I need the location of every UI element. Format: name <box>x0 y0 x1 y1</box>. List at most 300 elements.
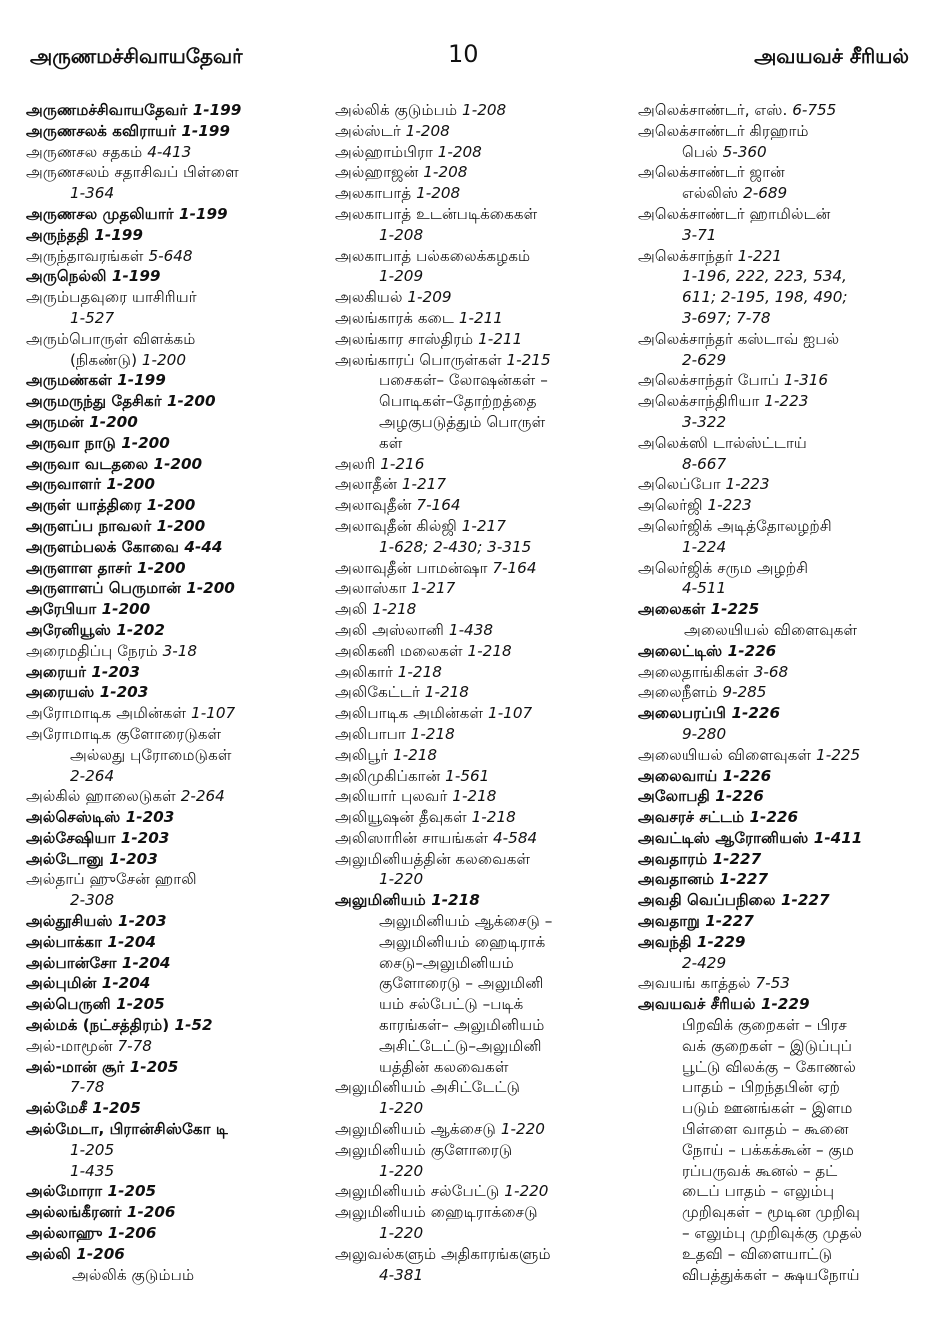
entry-term: பூட்டு விலக்கு – கோணல் <box>682 1057 856 1076</box>
entry-reference: 6-755 <box>792 101 837 119</box>
entry-term: அலரி <box>335 454 381 473</box>
entry-term: அலெர்ஜிக் சரும அழற்சி <box>638 558 809 577</box>
entry-term: அலாதீன் <box>335 475 402 494</box>
index-entry <box>638 391 928 412</box>
entry-reference: 2-689 <box>743 184 788 203</box>
entry-reference: 1-438 <box>448 620 494 639</box>
entry-reference: 1-223 <box>707 496 752 515</box>
index-entry <box>335 1098 627 1119</box>
entry-term: அலிகேட்டர் <box>335 683 425 702</box>
entry-reference: 1-226 <box>715 787 764 806</box>
entry-term: அசிட்டேட்டு–அலுமினி <box>379 1036 542 1055</box>
index-entry <box>638 890 928 911</box>
entry-term: அலாவுதீன் பாமன்ஷா <box>335 558 493 577</box>
index-entry <box>26 558 326 579</box>
entry-reference: 1-202 <box>116 620 165 639</box>
entry-term: அருளாளப் பெருமான் <box>26 579 187 598</box>
entry-reference: 7-53 <box>755 974 790 993</box>
entry-term: பிள்ளை வாதம் – கூனை <box>682 1120 849 1139</box>
entry-reference: 1-217 <box>461 516 506 535</box>
index-entry <box>26 849 326 870</box>
entry-reference: 1-200 <box>89 412 138 431</box>
entry-term: அருள் யாத்திரை <box>26 496 147 515</box>
entry-term: குளோரைடு – அலுமினி <box>379 974 544 993</box>
entry-reference: 1-411 <box>813 828 863 847</box>
index-entry <box>26 578 326 599</box>
index-entry <box>26 287 326 308</box>
index-entry <box>638 142 928 163</box>
entry-reference: 1-209 <box>379 267 424 286</box>
index-entry <box>335 724 627 745</box>
entry-reference: 2-308 <box>70 891 115 910</box>
entry-term: அலெக்சாண்டர் ஹாமில்டன் <box>638 204 831 223</box>
entry-reference: 1-223 <box>764 392 809 411</box>
entry-term: அலைபரப்பி <box>638 704 732 723</box>
entry-reference: 3-68 <box>753 662 789 681</box>
index-entry <box>26 994 326 1015</box>
entry-term: அல்பான்சோ <box>26 953 122 972</box>
entry-term: அலி அஸ்லானி <box>335 620 449 639</box>
index-entry <box>638 1057 928 1078</box>
entry-term: அல்லிக் குடும்பம் <box>72 1265 195 1284</box>
entry-reference: 1-208 <box>416 184 461 203</box>
entry-term: அலைவாய் <box>638 766 723 785</box>
index-entry <box>335 391 627 412</box>
entry-term: அலைட்டிஸ் <box>638 641 728 660</box>
index-entry <box>638 1140 928 1161</box>
index-entry <box>26 495 326 516</box>
entry-term: எல்லிஸ் <box>682 184 744 203</box>
index-entry <box>26 1265 326 1286</box>
index-entry <box>26 412 326 433</box>
entry-reference: 1-220 <box>379 1161 424 1180</box>
index-column-1 <box>26 100 326 1285</box>
entry-term: அரேனியூஸ் <box>26 620 117 639</box>
index-entry <box>335 973 627 994</box>
index-entry <box>26 641 326 662</box>
index-entry <box>638 537 928 558</box>
entry-term: அரையஸ் <box>26 683 100 702</box>
index-entry <box>335 329 627 350</box>
index-entry <box>26 1202 326 1223</box>
index-entry <box>335 578 627 599</box>
index-entry <box>335 246 627 267</box>
index-entry <box>638 745 928 766</box>
entry-reference: 1-203 <box>109 849 158 868</box>
entry-term: – எலும்பு முறிவுக்கு முதல் <box>682 1224 863 1243</box>
index-entry <box>638 766 928 787</box>
index-entry <box>638 204 928 225</box>
entry-term: அருளாள தாசர் <box>26 558 138 577</box>
index-entry <box>335 807 627 828</box>
index-entry <box>26 890 326 911</box>
entry-reference: 5-648 <box>148 246 193 265</box>
index-entry <box>26 474 326 495</box>
entry-reference: 4-44 <box>184 537 223 556</box>
entry-term: விபத்துக்கள் – க்ஷயநோய் <box>682 1265 860 1284</box>
entry-reference: 1-226 <box>749 808 799 827</box>
entry-term: அலங்கார சாஸ்திரம் <box>335 329 479 348</box>
index-entry <box>26 1181 326 1202</box>
entry-term: அலெக்சாந்தர் கஸ்டாவ் ஐபல் <box>638 329 840 348</box>
entry-term: அல்ஸ்டர் <box>335 121 406 140</box>
running-head-left: அருணமச்சிவாயதேவர் <box>30 44 243 68</box>
index-entry <box>638 1244 928 1265</box>
entry-term: அல்லிக் குடும்பம் <box>335 101 463 119</box>
entry-term: அல்லாஹு <box>26 1224 108 1243</box>
index-entry <box>335 204 627 225</box>
entry-reference: 1-220 <box>500 1120 545 1139</box>
index-entry <box>638 225 928 246</box>
index-entry <box>335 849 627 870</box>
index-entry <box>26 973 326 994</box>
entry-reference: 1-218 <box>372 600 417 619</box>
entry-reference: 1-218 <box>410 724 455 743</box>
entry-term: அரேபியா <box>26 600 102 619</box>
entry-reference: 1-217 <box>401 475 447 494</box>
entry-term: (நிகண்டு) <box>70 350 142 369</box>
entry-term: அல்டோனு <box>26 849 110 868</box>
entry-reference: 1-200 <box>101 600 151 619</box>
index-entry <box>638 932 928 953</box>
index-entry <box>26 1036 326 1057</box>
entry-reference: 1-527 <box>70 308 115 327</box>
index-entry <box>26 100 326 121</box>
entry-reference: 1-316 <box>783 371 829 390</box>
index-entry <box>26 682 326 703</box>
entry-reference: 1-203 <box>99 683 149 702</box>
entry-term: அலைநீளம் <box>638 683 723 702</box>
entry-term: அருமன் <box>26 412 90 431</box>
entry-reference: 8-667 <box>682 454 727 473</box>
index-entry <box>26 807 326 828</box>
index-entry <box>335 287 627 308</box>
entry-reference: 4-584 <box>493 828 538 847</box>
entry-term: அருவா வடதலை <box>26 454 154 473</box>
entry-term: அவதானம் <box>638 870 720 889</box>
entry-term: யம் சல்பேட்டு –படிக் <box>379 995 524 1014</box>
index-entry <box>638 474 928 495</box>
entry-term: அரோமாடிக அமின்கள் <box>26 704 192 723</box>
entry-term: அலகாபாத் <box>335 184 417 203</box>
entry-reference: 1-229 <box>696 932 746 951</box>
index-entry <box>638 1015 928 1036</box>
entry-term: அழகுபடுத்தும் பொருள் <box>379 412 546 431</box>
index-entry <box>335 1036 627 1057</box>
index-entry <box>638 1223 928 1244</box>
entry-reference: 1-206 <box>107 1224 157 1243</box>
entry-reference: 4-511 <box>682 579 727 598</box>
index-entry <box>335 641 627 662</box>
entry-reference: 4-381 <box>379 1265 424 1284</box>
index-entry <box>26 329 326 350</box>
entry-term: அல்-மாமூன் <box>26 1036 118 1055</box>
entry-term: அரையர் <box>26 662 92 681</box>
entry-term: அரோமாடிக குளோரைடுகள் <box>26 724 222 743</box>
index-entry <box>638 121 928 142</box>
index-entry <box>335 558 627 579</box>
index-entry <box>26 932 326 953</box>
entry-term: அலெர்ஜி <box>638 496 708 515</box>
entry-reference: 1-203 <box>118 912 167 931</box>
entry-term: அல்கில் ஹாலைடுகள் <box>26 787 181 806</box>
entry-term: அலெக்சாண்டர் கிரஹாம் <box>638 121 809 140</box>
index-entry <box>26 703 326 724</box>
entry-term: அலுவல்களும் அதிகாரங்களும் <box>335 1244 551 1263</box>
entry-reference: 1-561 <box>445 766 490 785</box>
entry-term: அருணசல முதலியார் <box>26 204 179 223</box>
index-entry <box>26 350 326 371</box>
index-entry <box>335 682 627 703</box>
entry-reference: 1-218 <box>424 683 469 702</box>
entry-reference: 1-199 <box>111 267 161 286</box>
entry-term: அருந்ததி <box>26 225 95 244</box>
index-entry <box>26 869 326 890</box>
index-entry <box>26 121 326 142</box>
entry-term: அல்மக் (நட்சத்திரம்) <box>26 1016 175 1035</box>
index-entry <box>26 1244 326 1265</box>
entry-reference: 1-628; 2-430; 3-315 <box>379 537 532 556</box>
index-entry <box>335 1202 627 1223</box>
entry-reference: 3-71 <box>682 225 717 244</box>
index-entry <box>638 1161 928 1182</box>
index-entry <box>26 620 326 641</box>
entry-reference: 1-205 <box>116 995 165 1014</box>
index-entry <box>335 370 627 391</box>
entry-term: அலாஸ்கா <box>335 579 412 598</box>
index-entry <box>26 953 326 974</box>
entry-term: அவயவச் சீரியல் <box>638 995 761 1014</box>
index-entry <box>335 1119 627 1140</box>
index-entry <box>26 204 326 225</box>
index-entry <box>26 1161 326 1182</box>
index-entry <box>335 662 627 683</box>
entry-reference: 1-215 <box>506 350 551 369</box>
entry-term: அருணசலக் கவிராயர் <box>26 121 182 140</box>
entry-reference: 1-199 <box>117 371 166 390</box>
index-entry <box>26 786 326 807</box>
index-entry <box>335 454 627 475</box>
index-entry <box>638 350 928 371</box>
index-entry <box>638 703 928 724</box>
entry-reference: 1-211 <box>478 329 523 348</box>
index-entry <box>335 1244 627 1265</box>
index-entry <box>638 869 928 890</box>
index-entry <box>638 620 928 641</box>
index-entry <box>26 1140 326 1161</box>
index-entry <box>638 370 928 391</box>
entry-term: அலிபாடிக அமின்கள் <box>335 704 489 723</box>
entry-term: நோய் – பக்கக்கூன் – கும <box>682 1140 855 1159</box>
entry-reference: 1-227 <box>705 912 754 931</box>
index-entry <box>335 433 627 454</box>
entry-term: அலைகள் <box>638 600 711 619</box>
entry-term: அருவாளர் <box>26 475 107 494</box>
entry-reference: 1-206 <box>126 1203 176 1222</box>
entry-reference: 1-208 <box>437 142 482 161</box>
entry-reference: 1-199 <box>192 101 242 119</box>
entry-term: அலுமினியம் <box>335 891 432 910</box>
entry-reference: 7-164 <box>416 496 461 515</box>
entry-reference: 1-200 <box>137 558 186 577</box>
entry-term: முறிவுகள் – மூடின முறிவு <box>682 1203 861 1222</box>
index-entry <box>335 266 627 287</box>
index-entry <box>26 516 326 537</box>
entry-term: அலி <box>335 600 373 619</box>
index-entry <box>638 454 928 475</box>
entry-reference: 2-264 <box>180 787 225 806</box>
entry-term: அவதாறு <box>638 912 706 931</box>
index-entry <box>638 994 928 1015</box>
entry-term: அல்பாக்கா <box>26 932 108 951</box>
entry-reference: 1-205 <box>129 1057 179 1076</box>
entry-term: அரும்பொருள் விளக்கம் <box>26 329 196 348</box>
index-entry <box>638 1077 928 1098</box>
index-entry <box>335 474 627 495</box>
index-entry <box>638 495 928 516</box>
index-entry <box>638 911 928 932</box>
entry-reference: 1-226 <box>727 641 777 660</box>
index-entry <box>638 724 928 745</box>
index-entry <box>26 183 326 204</box>
entry-term: அலுமினியம் ஹைடிராக் <box>379 932 546 951</box>
entry-reference: 1-208 <box>462 101 507 119</box>
entry-reference: 1-204 <box>101 974 151 993</box>
index-entry <box>335 953 627 974</box>
entry-term: அலியார் புலவர் <box>335 787 453 806</box>
index-entry <box>26 162 326 183</box>
entry-term: அல்புமின் <box>26 974 102 993</box>
entry-term: வக் குறைகள் – இடுப்புப் <box>682 1036 853 1055</box>
entry-reference: 1-199 <box>179 204 228 223</box>
entry-reference: 1-200 <box>121 433 170 452</box>
index-entry <box>638 183 928 204</box>
entry-reference: 7-164 <box>492 558 537 577</box>
entry-term: அருளப்ப நாவலர் <box>26 516 157 535</box>
entry-term: அலுமினியம் ஆக்சைடு – <box>379 912 553 931</box>
entry-term: அலகியல் <box>335 288 408 307</box>
entry-reference: 1-200 <box>186 579 235 598</box>
entry-reference: 2-629 <box>682 350 727 369</box>
entry-term: அலிஸாரின் சாயங்கள் <box>335 828 494 847</box>
entry-reference: 1-203 <box>125 808 175 827</box>
entry-term: ரப்பருவக் கூனல் – தட் <box>682 1161 838 1180</box>
index-entry <box>26 142 326 163</box>
index-entry <box>335 1161 627 1182</box>
index-entry <box>26 433 326 454</box>
index-entry <box>335 495 627 516</box>
entry-reference: 1-52 <box>174 1016 213 1035</box>
index-entry <box>638 433 928 454</box>
index-entry <box>335 121 627 142</box>
index-entry <box>26 1077 326 1098</box>
entry-reference: 1-220 <box>379 870 424 889</box>
index-entry <box>638 1181 928 1202</box>
entry-reference: 7-78 <box>117 1036 152 1055</box>
entry-term: அருமண்கள் <box>26 371 118 390</box>
index-entry <box>26 745 326 766</box>
entry-reference: 1-208 <box>423 163 468 182</box>
index-entry <box>638 953 928 974</box>
index-entry <box>638 329 928 350</box>
entry-reference: 3-322 <box>682 412 727 431</box>
index-entry <box>638 682 928 703</box>
index-entry <box>638 1036 928 1057</box>
entry-term: படும் ஊனங்கள் – இளம <box>682 1099 853 1118</box>
index-entry <box>638 100 928 121</box>
entry-term: அலெக்சாண்டர், எஸ். <box>638 101 793 119</box>
entry-reference: 1-203 <box>91 662 140 681</box>
entry-reference: 1-204 <box>107 932 156 951</box>
entry-reference: 1-205 <box>70 1140 115 1159</box>
index-entry <box>335 620 627 641</box>
index-entry <box>335 537 627 558</box>
entry-reference: 1-221 <box>737 246 782 265</box>
entry-term: அல்லங்கீரனர் <box>26 1203 127 1222</box>
entry-term: அவயங் காத்தல் <box>638 974 756 993</box>
index-entry <box>26 454 326 475</box>
index-entry <box>26 828 326 849</box>
entry-term: அல்-மான் சூர் <box>26 1057 130 1076</box>
index-entry <box>335 869 627 890</box>
index-column-3 <box>638 100 928 1285</box>
entry-reference: 1-218 <box>467 641 512 660</box>
entry-reference: 1-220 <box>379 1099 424 1118</box>
entry-term: அலங்காரக் கடை <box>335 308 459 327</box>
index-entry <box>26 1119 326 1140</box>
entry-term: அலெக்சாந்திரியா <box>638 392 765 411</box>
entry-reference: 1-208 <box>379 225 424 244</box>
entry-term: அலுமினியம் குளோரைடு <box>335 1140 513 1159</box>
entry-reference: 4-413 <box>147 142 192 161</box>
entry-reference: 1-200 <box>146 496 196 515</box>
entry-term: அலெக்சாந்தர் போப் <box>638 371 784 390</box>
entry-reference: 1-226 <box>722 766 772 785</box>
entry-term: அல்மேடா, பிரான்சிஸ்கோ டி <box>26 1120 228 1139</box>
entry-term: அலிகனி மலைகள் <box>335 641 468 660</box>
entry-term: அலுமினியம் ஹைடிராக்சைடு <box>335 1203 538 1222</box>
index-entry <box>335 350 627 371</box>
index-entry <box>335 1223 627 1244</box>
entry-term: அலெக்சாண்டர் ஜான் <box>638 163 785 182</box>
entry-term: அவதாரம் <box>638 849 713 868</box>
entry-term: அலுமினியம் ஆக்சைடு <box>335 1120 501 1139</box>
entry-reference: 1-227 <box>780 891 830 910</box>
entry-term: பொடிகள்–தோற்றத்தை <box>379 392 537 411</box>
entry-term: அலாவுதீன் <box>335 496 417 515</box>
entry-term: அல்ஹாஜன் <box>335 163 424 182</box>
index-entry <box>638 1202 928 1223</box>
entry-reference: 5-360 <box>722 142 767 161</box>
index-entry <box>26 662 326 683</box>
index-entry <box>335 142 627 163</box>
index-entry <box>638 578 928 599</box>
index-column-2 <box>335 100 627 1285</box>
entry-reference: 1-206 <box>76 1244 125 1263</box>
entry-term: அலெர்ஜிக் அடித்தோலழற்சி <box>638 516 832 535</box>
index-entry <box>638 266 928 287</box>
index-entry <box>26 599 326 620</box>
index-entry <box>638 599 928 620</box>
entry-term: உதவி – விளையாட்டு <box>682 1244 833 1263</box>
index-entry <box>335 1181 627 1202</box>
entry-reference: 1-204 <box>121 953 171 972</box>
index-entry <box>638 641 928 662</box>
index-entry <box>335 828 627 849</box>
entry-reference: 1-203 <box>120 828 170 847</box>
entry-reference: 611; 2-195, 198, 490; <box>682 288 848 307</box>
entry-reference: 1-227 <box>712 849 762 868</box>
